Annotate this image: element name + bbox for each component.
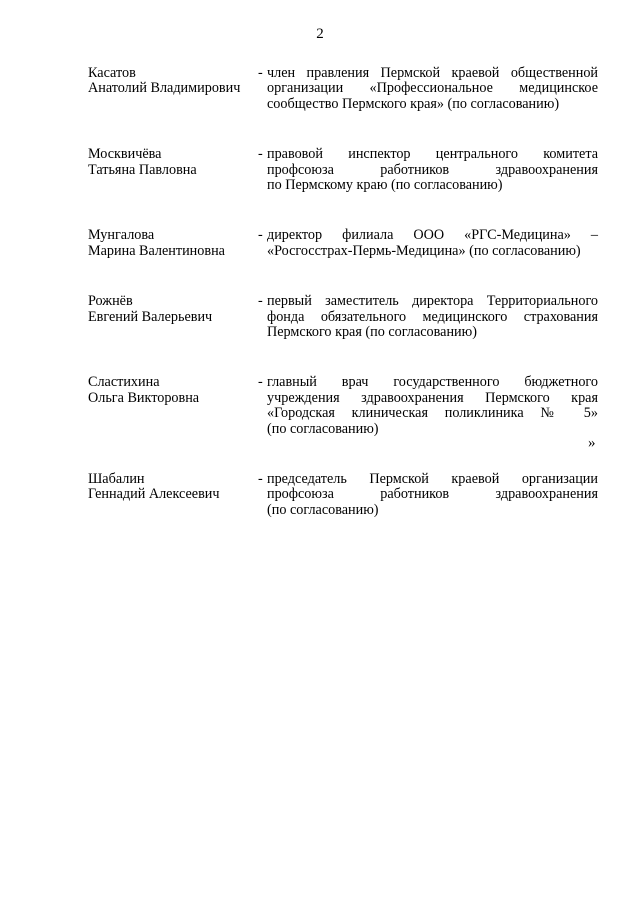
role-line: фонда обязательного медицинского страхования — [267, 308, 598, 325]
role-line: председатель Пермской краевой организации — [267, 470, 598, 487]
member-surname: Москвичёва — [88, 146, 162, 163]
member-dash: - — [258, 227, 263, 244]
member-surname: Сластихина — [88, 374, 160, 391]
role-line: первый заместитель директора Территориального — [267, 293, 598, 310]
role-line: (по согласованию) — [267, 420, 379, 437]
member-given-names: Геннадий Алексеевич — [88, 486, 220, 503]
member-entry — [88, 147, 600, 193]
role-line: директор филиала ООО «РГС-Медицина» – — [267, 227, 598, 244]
member-dash: - — [258, 470, 263, 487]
role-line: Пермского края (по согласованию) — [267, 323, 477, 340]
page-number: 2 — [316, 26, 324, 42]
member-entry — [88, 66, 600, 112]
member-surname: Мунгалова — [88, 227, 155, 244]
member-surname: Рожнёв — [88, 293, 133, 310]
role-line: по Пермскому краю (по согласованию) — [267, 176, 503, 193]
member-given-names: Анатолий Владимирович — [88, 80, 241, 97]
role-line: организации «Профессиональное медицинское — [267, 80, 598, 97]
member-dash: - — [258, 374, 263, 391]
member-name — [88, 375, 258, 437]
member-surname: Шабалин — [88, 470, 145, 487]
member-given-names: Ольга Викторовна — [88, 389, 200, 406]
role-line: (по согласованию) — [267, 501, 379, 518]
member-role — [267, 66, 598, 112]
role-line: «Городская клиническая поликлиника № 5» — [267, 405, 598, 422]
role-line: профсоюза работников здравоохранения — [267, 486, 598, 503]
member-name — [88, 472, 258, 518]
member-given-names: Евгений Валерьевич — [88, 308, 213, 325]
role-line: член правления Пермской краевой общественной — [267, 65, 598, 81]
member-role — [267, 472, 598, 518]
members-list — [88, 66, 600, 518]
member-entry — [88, 472, 600, 518]
member-role — [267, 375, 598, 437]
member-role — [267, 294, 598, 340]
member-surname: Касатов — [88, 65, 136, 81]
role-line: главный врач государственного бюджетного — [267, 374, 598, 391]
member-dash: - — [258, 65, 263, 81]
member-dash: - — [258, 146, 263, 163]
member-role — [267, 228, 598, 259]
role-line: сообщество Пермского края» (по согласованию) — [267, 95, 560, 112]
member-given-names: Марина Валентиновна — [88, 242, 225, 259]
member-role — [267, 147, 598, 193]
role-line: «Росгосстрах-Пермь-Медицина» (по согласованию) — [267, 242, 581, 259]
member-name — [88, 66, 258, 112]
member-name — [88, 228, 258, 259]
member-name — [88, 147, 258, 193]
member-entry — [88, 228, 600, 259]
member-entry — [88, 294, 600, 340]
member-dash: - — [258, 293, 263, 310]
member-given-names: Татьяна Павловна — [88, 161, 197, 178]
role-line: учреждения здравоохранения Пермского края — [267, 389, 598, 406]
member-name — [88, 294, 258, 340]
member-entry — [88, 375, 600, 437]
role-line: профсоюза работников здравоохранения — [267, 161, 598, 178]
closing-quote: » — [588, 435, 596, 451]
role-line: правовой инспектор центрального комитета — [267, 146, 598, 163]
